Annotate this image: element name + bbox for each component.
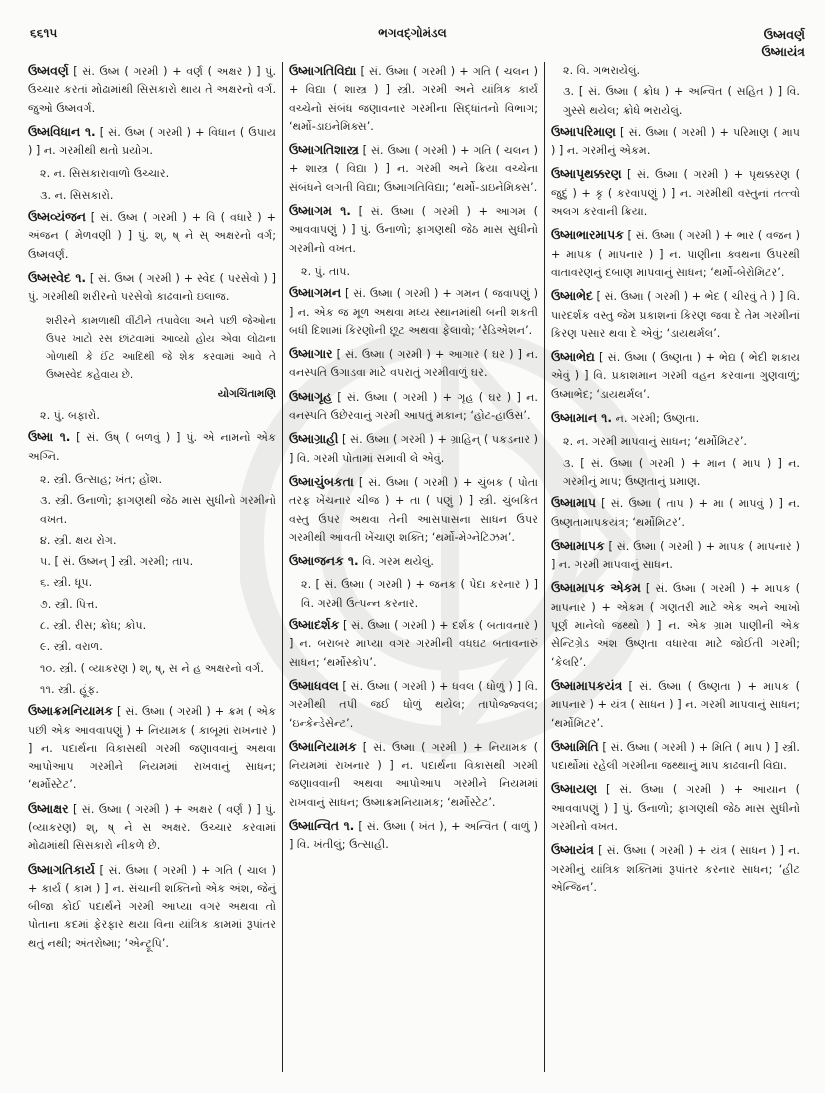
headword: ઉષ્માદર્શક: [289, 618, 340, 633]
definition-text: [ સં. ઉષ્મા ( ગરમી ) + ગતિ ( ચલન ) + વિદ્યા ( શાસ્ત્ર ) ] સ્ત્રી. ગરમી અને યાંત્રિક કાર્ય વચ્ચેનો સંબંધ જણાવનાર ગરમીના સિદ્ધાંતનો વિભાગ; ‘થર્મો-ડાઇનેમિક્સ’.: [289, 65, 538, 133]
definition-text: [ સં. ઉષ્મા ( ગરમી ) + આયાન ( આવવાપણું ) ] પું. ઉનાળો; ફાગણથી જેઠ માસ સુધીનો ગરમીનો વખત.: [551, 783, 800, 833]
headword: ઉષ્મામાપ: [551, 496, 596, 511]
page-number: ૬૬૧૫: [30, 26, 58, 40]
dictionary-entry: [28, 208, 276, 264]
headword: ઉષ્માધવલ: [289, 678, 339, 693]
definition-text: ૨. ન. સિસકારાવાળો ઉચ્ચાર.: [40, 167, 170, 181]
dictionary-entry: [551, 841, 800, 897]
headword: ઉષ્મવિધાન ૧.: [28, 124, 96, 139]
definition-text: [ સં. ઉષ્મા ( ગરમી ) + ગમન ( જવાપણું ) ] ન. એક જ મૂળ અથવા મધ્ય સ્થાનમાંથી બની શકતી બધી દિશામાં કિરણોની છૂટ અથવા ફેલાવો; ‘રેડિએશન’.: [289, 287, 538, 337]
sub-sense: [28, 553, 276, 571]
definition-text: [ સં. ઉષ્મા ( ગરમી ) + ગૃહ ( ઘર ) ] ન. વનસ્પતિ ઉછેરવાનું ગરમી આપતું મકાન; ‘હોટ-હાઉસ’.: [289, 390, 538, 423]
dictionary-entry: [289, 677, 538, 733]
dictionary-entry: [551, 738, 800, 776]
sub-sense: [289, 576, 538, 613]
dictionary-entry: [551, 226, 800, 282]
sub-sense: [551, 433, 800, 451]
headword: ઉષ્મસ્વેદ ૧.: [28, 270, 87, 285]
sub-sense: [28, 532, 276, 550]
headword: ઉષ્માગતિવિદ્યા: [289, 64, 357, 78]
definition-text: યોગચિંતામણિ: [217, 387, 276, 400]
definition-text: [ સં. ઉષ્મા ( ગરમી ) + અક્ષર ( વર્ણ ) ] પું. (વ્યાકરણ) શ્, ષ્ ને સ અક્ષર. ઉચ્ચાર કરવામાં મોઢામાંથી સિસકારો નીકળે છે.: [28, 802, 276, 853]
definition-text: [ સં. ઉષ્મ ( ગરમી ) + વિધાન ( ઉપાય ) ] ન. ગરમીથી થતો પ્રયોગ.: [28, 125, 276, 158]
dictionary-entry: [28, 62, 276, 118]
definition-text: ૨. વિ. ગભરાયેલું.: [563, 64, 641, 77]
entry-note: [28, 312, 276, 385]
definition-text: ૯. સ્ત્રી. વરાળ.: [40, 640, 103, 654]
definition-text: [ સં. ઉષ્મા ( ગરમી ) + ચુંબક ( પોતા તરફ ખેંચનાર ચીજ ) + તા ( પણું ) ] સ્ત્રી. ચુંબકિત વસ્તુ ઉપર અથવા તેની આસપાસના સાધન ઉપર ગરમીથી આવતી ખેંચાણ શક્તિ; ‘થર્મો-મેગ્નેટિઝમ’.: [289, 475, 538, 544]
headword: ઉષ્મામિતિ: [551, 739, 599, 754]
headword: ઉષ્માક્રમનિયામક: [28, 704, 113, 719]
sub-sense: [28, 660, 276, 678]
definition-text: [ સં. ઉષ્મા ( ઉષ્ણતા ) + ભેદ્ય ( ભેદી શકાય એવું ) ] વિ. પ્રકાશમાન ગરમી વહન કરવાના ગુણવાળું; ઉષ્માભેદ; ‘ડાયથર્મલ’.: [551, 351, 800, 401]
dictionary-entry: [289, 284, 538, 340]
definition-text: [ સં. ઉષ્મા ( તાપ ) + મા ( માપવું ) ] ન. ઉષ્ણતામાપકયંત્ર; ‘થર્મોમિટર’.: [551, 497, 800, 529]
sub-sense: [28, 471, 276, 489]
dictionary-entry: [289, 62, 538, 136]
dictionary-entry: [28, 269, 276, 307]
definition-text: ૬. સ્ત્રી. ધૂપ.: [40, 576, 93, 590]
page-header: [0, 26, 825, 59]
headword: ઉષ્મા ૧.: [28, 430, 71, 445]
definition-text: [ સં. ઉષ્મા ( ગરમી ) + ભાર ( વજન ) + માપક ( માપનાર ) ] ન. પાણીના ક્વથના ઉપરથી વાતાવરણનું દબાણ માપવાનું સાધન; ‘થર્મો-બેરોમિટર’.: [551, 229, 800, 279]
dictionary-entry: [28, 428, 276, 466]
dictionary-entry: [289, 738, 538, 812]
definition-text: ૨. ન. ગરમી માપવાનું સાધન; ‘થર્મોમિટર’.: [563, 435, 747, 449]
dictionary-entry: [551, 780, 800, 836]
sub-sense: [551, 455, 800, 492]
headword: ઉષ્માગાર: [289, 347, 333, 362]
dictionary-entry: [289, 430, 538, 468]
definition-text: ન. ગરમી; ઉષ્ણતા.: [612, 412, 700, 426]
definition-text: ૮. સ્ત્રી. રીસ; ક્રોધ; કોપ.: [40, 619, 147, 633]
sub-sense: [28, 574, 276, 592]
sub-sense: [28, 681, 276, 699]
sub-sense: [551, 83, 800, 120]
definition-text: ૪. સ્ત્રી. ક્ષય રોગ.: [40, 533, 117, 547]
definition-text: [ સં. ઉષ્મ ( ગરમી ) + વિ ( વધારે ) + અંજન ( મેળવણી ) ] પું. શ્, ષ્ ને સ્ અક્ષરનો વર્ગ; ઉષ્મવર્ણ.: [28, 211, 276, 261]
headword: ઉષ્માગૃહ: [289, 389, 332, 404]
definition-text: [ સં. ઉષ્મા ( ગરમી ) + ગ્રાહિન્ ( પકડનાર ) ] વિ. ગરમી પોતામાં સમાવી લે એવું.: [289, 433, 538, 465]
dictionary-entry: [289, 616, 538, 672]
definition-text: [ સં. ઉષ્મા ( ગરમી ) + મિતિ ( માપ ) ] સ્ત્રી. પદાર્થોમાં રહેલી ગરમીના જથ્થાનું માપ કાઢવાની વિદ્યા.: [551, 740, 800, 773]
definition-text: ૩. ન. સિસકારો.: [40, 188, 114, 202]
headword: ઉષ્મવર્ણ: [28, 64, 69, 78]
definition-text: ૨. સ્ત્રી. ઉત્સાહ; ખંત; હોંશ.: [40, 472, 163, 486]
headword: ઉષ્મવ્યંજન: [28, 210, 86, 225]
definition-text: [ સં. ઉષ્મા ( ખંત ), + અન્વિત ( વાળું ) ] વિ. ખંતીલું; ઉત્સાહી.: [289, 819, 539, 852]
definition-text: [ સં. ઉષ્મ ( ગરમી ) + વર્ણ ( અક્ષર ) ] પું. ઉચ્ચાર કરતાં મોઢામાંથી સિસકારો થાય તે અક્ષરનો વર્ગ. જુઓ ઉષ્મવર્ગ.: [28, 65, 276, 115]
headword: ઉષ્માગમન: [289, 286, 341, 301]
headword: ઉષ્માયણ: [551, 782, 597, 797]
dictionary-entry: [28, 702, 276, 794]
dictionary-entry: [289, 473, 538, 547]
sub-sense: [28, 596, 276, 614]
guide-word-last: ઉષ્માયંત્ર: [761, 44, 805, 59]
dictionary-entry: [551, 165, 800, 221]
headword: ઉષ્મામાન ૧.: [551, 411, 613, 426]
column-2: [282, 62, 544, 1072]
definition-text: [ સં. ઉષ્મા ( ગરમી ) + ભેદ ( ચીરવું તે ) ] વિ. પારદર્શક વસ્તુ જેમ પ્રકાશનાં કિરણ જવા દે તેમ ગરમીનાં કિરણ પસાર થવા દે એવું; ‘ડાયથર્મલ’.: [551, 290, 800, 340]
dictionary-entry: [551, 409, 800, 428]
headword: ઉષ્માજનક ૧.: [289, 554, 359, 569]
sub-sense: [28, 617, 276, 635]
headword: ઉષ્મામાપક: [551, 538, 605, 553]
definition-text: ૫. [ સં. ઉષ્મન્ ] સ્ત્રી. ગરમી; તાપ.: [40, 555, 194, 569]
headword: ઉષ્માચુંબકતા: [289, 474, 354, 489]
source-citation: [28, 385, 276, 403]
dictionary-entry: [289, 202, 538, 258]
sub-sense: [28, 407, 276, 425]
dictionary-entry: [551, 579, 800, 671]
dictionary-entry: [551, 348, 800, 404]
sub-sense: [28, 638, 276, 656]
guide-words: [761, 26, 805, 60]
definition-text: [ સં. ઉષ્મા ( ગરમી ) + પૃથક્કરણ ( જુદું ) + કૃ ( કરવાપણું ) ] ન. ગરમીથી વસ્તુનાં તત્ત્વો અલગ કરવાની ક્રિયા.: [551, 168, 800, 219]
dictionary-entry: [551, 537, 800, 575]
dictionary-entry: [28, 800, 276, 856]
definition-text: ૩. [ સં. ઉષ્મા ( ગરમી ) + માન ( માપ ) ] ન. ગરમીનું માપ; ઉષ્ણતાનું પ્રમાણ.: [563, 456, 800, 488]
headword: ઉષ્માભેદ: [551, 289, 593, 304]
definition-text: [ સં. ઉષ્ ( બળવું ) ] પું. એ નામનો એક અગ્નિ.: [28, 431, 276, 463]
definition-text: [ સં. ઉષ્મા ( ગરમી ) + આગાર ( ઘર ) ] ન. વનસ્પતિ ઉગાડવા માટે વપરાતું ગરમીવાળું ઘર.: [289, 348, 538, 380]
sub-sense: [289, 263, 538, 281]
headword: ઉષ્માગમ ૧.: [289, 204, 351, 219]
definition-text: [ સં. ઉષ્મ ( ગરમી ) + સ્વેદ ( પરસેવો ) ] પું. ગરમીથી શરીરનો પરસેવો કાઢવાનો ઇલાજ.: [28, 271, 276, 304]
definition-text: ૨. [ સં. ઉષ્મા ( ગરમી ) + જનક ( પેદા કરનાર ) ] વિ. ગરમી ઉત્પન્ન કરનાર.: [301, 578, 538, 610]
headword: ઉષ્માભારમાપક: [551, 228, 624, 243]
definition-text: [ સં. ઉષ્મા ( ગરમી ) + દર્શક ( બતાવનાર ) ] ન. બરાબર માપ્યા વગર ગરમીની વધઘટ બતાવનારું સાધન; ‘થર્મોસ્કોપ’.: [289, 619, 538, 669]
headword: ઉષ્માયંત્ર: [551, 843, 594, 858]
definition-text: [ સં. ઉષ્મા ( ગરમી ) + પરિમાણ ( માપ ) ] ન. ગરમીનું એકમ.: [551, 125, 800, 158]
dictionary-entry: [28, 861, 276, 953]
headword: ઉષ્મામાપકયંત્ર: [551, 678, 623, 693]
dictionary-entry: [551, 287, 800, 343]
column-3: [544, 62, 806, 1072]
guide-word-first: ઉષ્મવર્ણ: [763, 27, 805, 42]
dictionary-entry: [289, 345, 538, 383]
headword: ઉષ્માપરિમાણ: [551, 124, 616, 139]
headword: ઉષ્માગતિકાર્ય: [28, 862, 95, 877]
dictionary-entry: [289, 141, 538, 197]
sub-sense: [28, 187, 276, 205]
dictionary-entry: [289, 388, 538, 426]
headword: ઉષ્માનિયામક: [289, 739, 357, 754]
definition-text: [ સં. ઉષ્મા ( ગરમી ) + ક્રમ ( એક પછી એક આવવાપણું ) + નિયામક ( કાબૂમાં રાખનાર ) ] ન. પદાર્થના વિકાસથી ગરમી જણાવવાનું અથવા આપોઆપ ગરમીને નિયમમાં રાખવાનું સાધન; ‘થર્મોસ્ટેટ’.: [28, 705, 276, 792]
headword: ઉષ્માગતિશાસ્ત્ર: [289, 143, 359, 158]
headword: ઉષ્માપૃથક્કરણ: [551, 167, 622, 182]
definition-text: [ સં. ઉષ્મા ( ગરમી ) + ગતિ ( ચાલ ) + કાર્ય ( કામ ) ] ન. સંચાની શક્તિનો એક અંશ, જેનું બીજા કોઈ પદાર્થને ગરમી આપ્યા વગર અથવા તો પોતાના કદમાં ફેરફાર થયા વિના યાંત્રિક કામમાં રૂપાંતર થતું નથી; અંતરોષ્મા; ‘એન્ટ્રૂપિ’.: [28, 863, 276, 950]
definition-text: [ સં. ઉષ્મા ( ઉષ્ણતા ) + માપક ( માપનાર ) + યંત્ર ( સાધન ) ] ન. ગરમી માપવાનું સાધન; ‘થર્મોમિટર’.: [551, 679, 800, 730]
column-1: [28, 62, 282, 1072]
definition-text: ૨. પું. બફારો.: [40, 409, 100, 423]
headword: ઉષ્માક્ષર: [28, 801, 69, 816]
definition-text: વિ. ગરમ થયેલું.: [358, 555, 434, 569]
headword: ઉષ્માગ્રાહી: [289, 432, 339, 447]
definition-text: [ સં. ઉષ્મા ( ગરમી ) + માપક ( માપનાર ) ] ન. ગરમી માપવાનું સાધન.: [551, 539, 800, 572]
definition-text: [ સં. ઉષ્મા ( ગરમી ) + નિયામક ( નિયમમાં રાખનાર ) ] ન. પદાર્થના વિકાસથી ગરમી જણાવવાની અથવા આપોઆપ ગરમીને નિયમમાં રાખવાનું સાધન; ઉષ્માક્રમનિયામક; ‘થર્મોસ્ટેટ’.: [289, 740, 538, 809]
definition-text: ૭. સ્ત્રી. પિત્ત.: [40, 597, 99, 611]
definition-text: ૨. પું. તાપ.: [301, 264, 351, 278]
dictionary-columns: [28, 62, 806, 1072]
definition-text: ૧૧. સ્ત્રી. હૂંફ.: [40, 682, 99, 696]
dictionary-entry: [551, 677, 800, 733]
page-title: ભગવદ્ગોમંડલ: [378, 26, 447, 40]
headword: ઉષ્માન્વિત ૧.: [289, 818, 355, 833]
definition-text: [ સં. ઉષ્મા ( ગરમી ) + માપક ( માપનાર ) + એકમ ( ગણતરી માટે એક અને આખો પૂર્ણ માનેલો જથ્થો ) ] ન. એક ગ્રામ પાણીની એક સેન્ટિગ્રેડ અંશ ઉષ્ણતા વધારવા માટે જોઈતી ગરમી; ‘કેલરિ’.: [551, 582, 800, 669]
definition-text: શરીરને કામળાથી વીંટીને તપાવેલા અને પછી જેઓના ઉપર ખાટો રસ છાંટવામાં આવ્યો હોય એવા લોઢાના ગોળાથી કે ઈંટ આદિથી જે શેક કરવામાં આવે તે ઉષ્મસ્વેદ કહેવાય છે.: [46, 314, 276, 382]
dictionary-entry: [28, 123, 276, 161]
definition-text: ૩. [ સં. ઉષ્મા ( ક્રોધ ) + અન્વિત ( સહિત ) ] વિ. ગુસ્સે થયેલ; ક્રોધે ભરાયેલું.: [563, 85, 800, 117]
definition-text: [ સં. ઉષ્મા ( ગરમી ) + આગમ ( આવવાપણું ) ] પું. ઉનાળો; ફાગણથી જેઠ માસ સુધીનો ગરમીનો વખત.: [289, 205, 539, 255]
dictionary-entry: [289, 552, 538, 571]
dictionary-entry: [551, 494, 800, 532]
headword: ઉષ્મામાપક એકમ: [551, 581, 641, 596]
sub-sense: [551, 62, 800, 80]
sub-sense: [28, 492, 276, 529]
sub-sense: [28, 165, 276, 183]
definition-text: [ સં. ઉષ્મા ( ગરમી ) + યંત્ર ( સાધન ) ] ન. ગરમીનું યાંત્રિક શક્તિમાં રૂપાંતર કરનાર સાધન; ‘હીટ એન્જિન’.: [551, 844, 800, 894]
definition-text: [ સં. ઉષ્મા ( ગરમી ) + ગતિ ( ચલન ) + શાસ્ત્ર ( વિદ્યા ) ] ન. ગરમી અને ક્રિયા વચ્ચેના સંબંધને લગતી વિદ્યા; ઉષ્માગતિવિદ્યા; ‘થર્મો-ડાઇનેમિક્સ’.: [289, 144, 538, 194]
definition-text: ૩. સ્ત્રી. ઉનાળો; ફાગણથી જેઠ માસ સુધીનો ગરમીનો વખત.: [40, 494, 276, 526]
dictionary-entry: [551, 123, 800, 161]
dictionary-entry: [289, 817, 538, 855]
definition-text: ૧૦. સ્ત્રી. ( વ્યાકરણ ) શ્, ષ્, સ ને હ અક્ષરનો વર્ગ.: [40, 661, 264, 675]
definition-text: [ સં. ઉષ્મા ( ગરમી ) + ધવલ ( ધોળું ) ] વિ. ગરમીથી તપી જઈ ધોળું થયેલ; તાપોજ્જ્વલ; ‘ઇન્કેન્ડેસેન્ટ’.: [289, 679, 538, 730]
headword: ઉષ્માભેદ્ય: [551, 350, 595, 365]
